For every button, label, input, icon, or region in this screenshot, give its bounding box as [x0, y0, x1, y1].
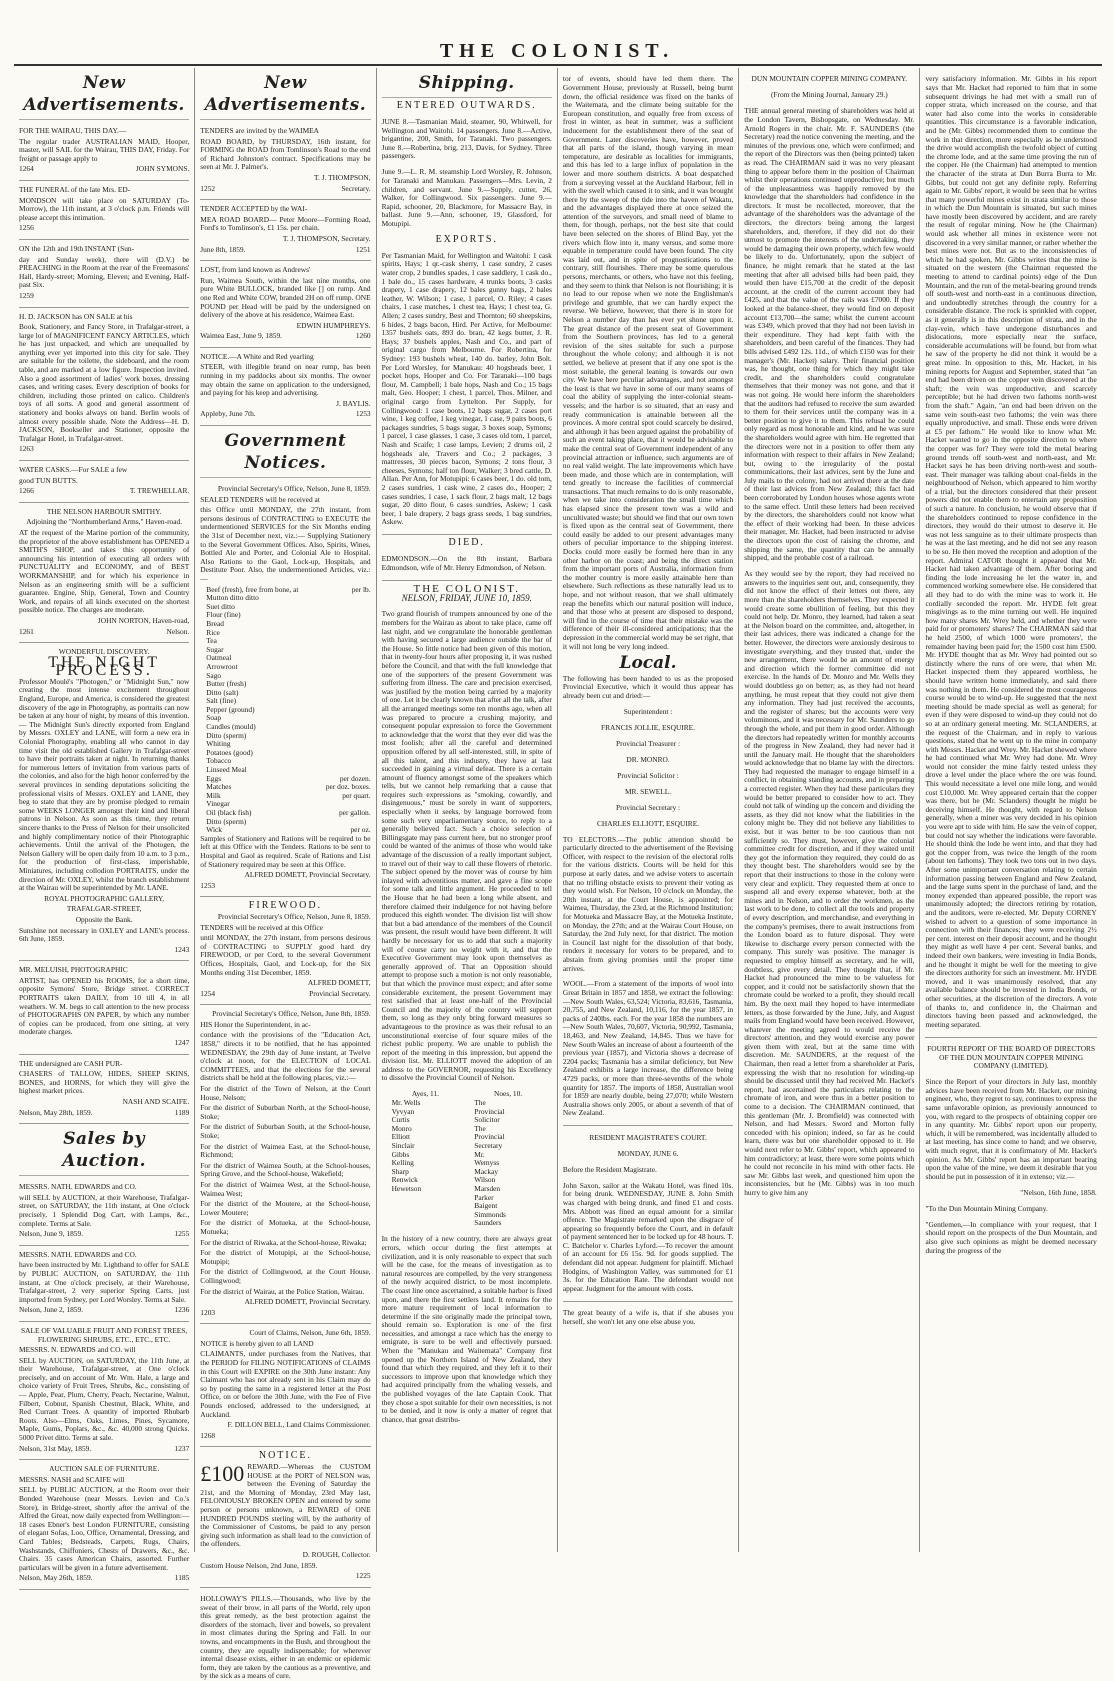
ad-footer	[200, 410, 370, 419]
noe-name: The Provincial Solicitor	[474, 1098, 505, 1125]
ad-number: 1256	[19, 223, 34, 233]
auction-item	[19, 1180, 189, 1246]
meluish-ad	[19, 963, 189, 1054]
ad-heading: MESSRS. NASH and SCAIFE will	[19, 1474, 125, 1484]
masthead: THE COLONIST.	[439, 40, 675, 62]
ad-body: MONDSON will take place on SATURDAY (To-Morrow), the 11th instant, at 3 o'clock p.m. Friends will please accept this intimation.	[19, 195, 190, 222]
ad-number: 1236	[174, 1305, 190, 1315]
noe-name: Mr. Wemyss	[474, 1149, 500, 1168]
report-date: "Nelson, 16th June, 1858.	[1020, 1187, 1097, 1197]
ration-row	[200, 818, 370, 827]
ration-unit: per lb.	[351, 584, 371, 594]
ad-footer	[19, 445, 189, 454]
notice-heading: TENDERS will be received at this Office	[200, 922, 323, 932]
ad-heading: LOST, from land known as Andrews'	[200, 265, 311, 275]
ad-body: AT the request of the Marine portion of the community, the proprietor of the above establishment has OPENED a SMITH'S SHOP, and takes this opportunity of announcing his intention of executing all orders with PUNCTUALITY and ECONOMY, and of BEST WORKMANSHIP, and for which his experience in Nelson as an engineering smith will be a sufficient guarantee. Engine, Ship, General, Town and Country Work, and repairs of all kinds executed on the shortest possible notice. The charges are moderate.	[19, 527, 190, 615]
died-title: DIED.	[448, 537, 485, 549]
court-body: John Saxon, sailor at the Wakatu Hotel, was fined 10s. for being drunk. WEDNESDAY, JUNE 8. John Smith was charged with being drunk, and fined £1 and costs. Mrs. Abbott was fined an equal amount for a similar offence. The Magistrate remarked upon the disgrace of appearing so frequently before the Court, and in default of payment sentenced her to be locked up for 48 hours. T. C. Batchelor v. Charles Lyford.—To recover the amount of an account for £6 15s. 9d. for goods supplied. The defendant did not appear. Judgment for plaintiff. Michael Hodgins, of Washington Valley, was summoned for £1 3s. for the Education Rate. The defendant would not appear. Judgment for the amount with costs.	[562, 1180, 734, 1293]
ad-footer	[19, 224, 189, 233]
ad-body: SELL by AUCTION, on SATURDAY, the 11th June, at their Warehouse, Trafalgar-street, at One o'clock precisely, and on account of Mr. Wm. Hale, a large and choice variety of Fruit Trees, Shrubs, &c., consisting of— Apple, Pear, Plum, Cherry, Peach, Nectarine, Walnut, Filbert, Cobnut, Spanish Chestnut, Black, White, and Red Currant Trees. A quantity of imported Rhubarb Roots. Also—Elms, Oaks, Limes, Pines, Sycamore, Maple, Gums, Poplars, &c., &c. 40,000 strong Quicks. 5000 Privet ditto. Terms at sale.	[19, 1355, 190, 1443]
ad-number: 1255	[174, 1229, 190, 1239]
column-6	[920, 68, 1101, 1552]
ad-body: ARTIST, has OPENED his ROOMS, for a short time, opposite Symons' Store, Bridge street. CORRECT PORTRAITS taken DAILY, from 10 till 4, in all weathers. W. M. begs to call attention to the new process of PHOTOGRAPHS ON PAPER, by which any number of copies can be produced, from one sitting, at very moderate charges.	[19, 975, 190, 1037]
ad-footnote: Sunshine not necessary in OXLEY and LANE's process. 6th June, 1859.	[19, 925, 190, 944]
column-5	[739, 68, 920, 1552]
ration-row	[200, 611, 370, 620]
masthead-rule	[14, 64, 1102, 66]
ad-signature: JOHN NORTON, Haven-road,	[97, 615, 190, 625]
aye-name: Kelling	[391, 1158, 414, 1168]
ad-body: MEA ROAD BOARD— Peter Moore—Forming Road, Ford's to Tomlinson's, £1 15s. per chain.	[200, 214, 371, 233]
ad-number: 1252	[200, 183, 216, 193]
aye-name: Vyvyan	[391, 1106, 415, 1116]
ad-heading: MR. MELUISH, PHOTOGRAPHIC	[19, 965, 128, 975]
ad-body: have been instructed by Mr. Lightband to offer for SALE by PUBLIC AUCTION, on SATURDAY, the 11th instant, at One o'clock precisely, at their Warehouse, Trafalgar-street, 2 very superior Spring Carts, just imported from Sydney, per Lord Worsley. Terms at Sale.	[19, 1260, 190, 1304]
notice-signature: ALFRED DOMETT,	[307, 978, 371, 988]
officer-role: Provincial Solicitor :	[617, 770, 679, 780]
ayes-list	[392, 1090, 460, 1228]
ration-item: Linseed Meal	[206, 765, 247, 775]
ad-signature: T. J. THOMPSON,	[313, 172, 371, 182]
ad-title: THE NIGHT PROCESS.	[48, 653, 161, 680]
ad-heading: MESSRS. NATH. EDWARDS and CO.	[19, 1182, 137, 1192]
ration-item: Milk	[206, 790, 221, 800]
ad-subtitle: Adjoining the "Northumberland Arms," Haven-road.	[26, 517, 183, 527]
ad-body: CHASERS of TALLOW, HIDES, SHEEP SKINS, BONES, and HORNS, for which they will give the highest market prices.	[19, 1069, 190, 1096]
ayes-label: Ayes, 11.	[411, 1089, 439, 1099]
ad-footer	[200, 332, 370, 341]
ration-item: Pepper (ground)	[206, 704, 255, 714]
notice-number: 1253	[200, 880, 216, 890]
officer-role: Superintendent :	[623, 706, 673, 716]
ad-body: will SELL by AUCTION, at their Warehouse, Trafalgar-street, on SATURDAY, the 11th instant, at One o'clock precisely, 1 Splendid Dog Cart, with Lamps, &c., complete. Terms at Sale.	[19, 1192, 190, 1228]
officer-name: DR. MONRO.	[626, 754, 670, 764]
wool-paragraph: WOOL.—From a statement of the imports of wool into Great Britain in 1857 and 1858, we extract the following:—New South Wales, 63,524; Victoria, 83,616, Tasmania, 20,755, and New Zealand, 10,116, for the year 1857, in packs of 240lbs. each. For the year 1858 the numbers are—New South Wales, 70,607, Victoria, 90,992, Tasmania, 18,463, and New Zealand, 14,845. Thus we have for New South Wales an increase of about a fourteenth of the previous year (1857), and Victoria shows a decrease of 2204 packs; Tasmania has a similar deficiency, but New Zealand exhibits a large increase, the difference being 4729 packs, or more than three-sevenths of the whole quantity for 1857. The imports of 1858, Australian wool for 1859 are nearly double, being 27,070; while Western Australia shows only 2005, or about a seventh of that of New Zealand.	[562, 979, 734, 1118]
notice-office: Provincial Secretary's Office, Nelson, June 8th, 1859.	[212, 1009, 371, 1019]
ad-number: 1237	[174, 1443, 190, 1453]
ration-item: Ditto (sperm)	[206, 730, 247, 740]
noes-label: Noes, 10.	[494, 1089, 523, 1099]
article-body-continued: As they would see by the report, they had received no answers to the inquiries sent out, and, consequently, they did not know the effect of their letters out there, any more than the shareholders themselves. They expected it would create some ebullition of feeling, but this they could not help. Dr. Monro, they learned, had taken a seat at the Nelson board on the committee, and, altogether, in their last advices, there was indicated a change for the better. However, the directors were anxiously desirous to investigate everything, and they trusted that, under the new arrangement, there would be an amount of energy and direction which the former committee did not exercise. In the hands of Dr. Monro and Mr. Wells they would doubtless go on better; as, as they had not heard anything, he must repeat that they could not give them any information. They had just received the accounts, and the register of shares; but the accounts were very voluminous, and it was necessary for Mr. Saunders to go through the whole, and put them in good order. Although the directors had repeatedly written for monthly accounts of the progress in New Zealand, they had never had it until the January mail. He thought that the shareholders would acknowledge that no blame lay with the directors. They had requested the manager to engage himself in a conflict, in obtaining standing accounts, and in preparing a corrected register. When they had these particulars they would be better prepared to consider how to act. They could not talk of winding up the concern and dividing the assets, as they did not know what the liabilities in the colony might be. They did not believe any liabilities to exist, but it was better to be too cautious than not sufficiently so. They must, however, give the colonial committee credit for discretion, and if they waited until they got the information they required, they could do as they thought best. The shareholders would see by the report that their instructions to those in the colony were very clear and explicit. They requested them at once to suspend all and every expense whatever, both at the mines and in Nelson, and to order the workmen, as the last work to be done, to collect all the tools and property of every description, and merchandise, and everything in the company's premises, there to await instructions from the London board as to future disposal. They were likewise to discharge every person connected with the company. This surely was positive. The manager is requested to employ himself as secretary, and he will, doubtless, give every detail. They thought that, if Mr. Hacket had pronounced the mine to be valueless for copper, and it could not be satisfactorily shown that the chromate could be worked to a profit, they should recall him. By the next mail they hoped to have intermediate letters, as those forwarded by the June, July, and August mails from England would have been received. However, whatever the meeting agreed to would receive the directors' attention, and they would exercise any power given them with zeal, but at the same time with discretion. Mr. SAUNDERS, at the request of the Chairman, then read a letter from a shareholder at Paris, expressing the wish that no resolution for winding-up should be discussed until they had received Mr. Hacket's report, had ascertained the particulars relating to the chromate of iron, and were thus in a better position to come to a decision. The CHAIRMAN continued, that this gentleman (Mr. J. Bromfield) was connected with Nelson, and had Messrs. Sword and Morton fully conceded with his opinion; indeed, so far as he could learn, there was but one shareholder opposed to it. He would next refer to Mr. Gibbs' report, which appeared to him contradictory; at least, there were some points which he could not reconcile in his mind with other facts. He saw Mr. Gibbs last week, and questioned him upon the inconsistencies, but he (Mr. Gibbs) was in too much hurry to give him any	[744, 569, 915, 1197]
ration-unit: per quart.	[342, 790, 371, 800]
aye-name: Mr. Wells	[391, 1098, 421, 1108]
ad-number: 1264	[19, 164, 34, 174]
cash-purchasers-ad	[19, 1057, 189, 1125]
ad-date: Nelson, June 9, 1859.	[19, 1229, 84, 1239]
polling-place: For the district of Waimea South, at the School-houses, Spring Grove, and the School-house, Wakefield;	[200, 1160, 371, 1179]
ad-number: 1243	[174, 944, 190, 954]
ration-unit: per oz.	[350, 825, 371, 835]
ad-signature: JOHN SYMONS.	[135, 164, 190, 174]
aye-name: Hewetson	[391, 1183, 422, 1193]
ration-item: Candles (mould)	[206, 722, 256, 732]
furniture-ad	[19, 1462, 189, 1590]
ration-item: Wick	[206, 825, 223, 835]
ration-item: Matches	[206, 782, 232, 792]
article-source: (From the Mining Journal, January 29.)	[770, 90, 888, 100]
divider	[563, 1301, 733, 1302]
ad-footer	[19, 165, 189, 174]
ad-item	[19, 310, 189, 462]
notice-title: FIREWOOD.	[248, 900, 323, 912]
lost-cattle-ad	[200, 263, 370, 348]
polling-place: For the district of Suburban South, at the School-house, Stoke;	[200, 1122, 371, 1140]
noes-names	[474, 1099, 504, 1228]
ad-body: STEER, with illegible brand on near rump, has been running in my paddocks about six months. The owner may obtain the same on application to the undersigned, and paying for his keep and advertising.	[200, 362, 371, 398]
ration-row	[200, 629, 370, 638]
ayes-names	[392, 1099, 422, 1194]
ration-unit: per gallon.	[338, 808, 371, 817]
reward-amount: £100	[200, 1461, 245, 1486]
aye-name: Curtis	[391, 1115, 410, 1125]
ad-item	[19, 242, 189, 308]
ad-body: Professor Moulé's "Photogen," or "Midnight Sun," now creating the most intense excitement throughout England, Europe, and America, is considered the greatest discovery of the age in Photography, as portraits can now be taken at any hour of night, by means of this invention. — The Midnight Sun's directly exported from England by Messrs. OXLEY and LANE, will form a new era in Colonial Photography, enabling all who cannot in day time visit the old established Gallery in Trafalgar-street to have their portraits taken at night. In returning thanks for numerous letters of invitation from various parts of the colonies, and also for the high honor conferred by the several provinces in sending deputations soliciting the professional visits of Messrs. OXLEY and LANE, they beg to state that they are by promise pledged to remain some WEEKS LONGER amongst their kind and liberal patrons in Nelson. As soon as this time, they return sincere thanks to the Press of Nelson for their unsolicited and highly complimentary notice of their Photographic achievements. Until the arrival of the Photogen, the Nelson Gallery will be open daily from 10 a.m. to 3 p.m., for the production of first-class, imperishable, Miniatures, including collodion PORTRAITS, under the direction of Mr. OXLEY, whilst the branch establishment at the Wairau will be superintended by Mr. LANE.	[19, 676, 190, 893]
ad-date: Waimea East, June 9, 1859.	[200, 331, 283, 341]
ad-heading: H. D. JACKSON has ON SALE at his	[19, 311, 133, 321]
ad-heading: FOR THE WAIRAU, THIS DAY.—	[19, 126, 127, 135]
tender-accepted-ad	[200, 202, 370, 261]
notice-body: until MONDAY, the 27th instant, from persons desirous of CONTRACTING to SUPPLY good hard dry FIREWOOD, or per Cord, to the several Government Offices, Hospitals, Gaol, and Lock-up, for the Six Months ending 31st December, 1859.	[200, 933, 371, 977]
ad-number: 1251	[355, 244, 371, 254]
ration-row	[200, 637, 370, 646]
fruit-trees-ad	[19, 1324, 189, 1460]
ad-body: day and Sunday week), there will (D.V.) be PREACHING in the Room at the rear of the Freemasons' Hall, Hardy-street; Morning, Eleven; and Evening, Half-past Six.	[19, 254, 190, 290]
aye-name: Sharp	[391, 1166, 409, 1176]
shipping-section-title: Shipping.	[382, 72, 552, 98]
gallery-street: TRAFALGAR-STREET,	[66, 904, 142, 914]
ad-date: Nelson, May 26th, 1859.	[19, 1573, 93, 1583]
noe-name: The Provincial Secretary	[474, 1123, 505, 1151]
ad-heading: MESSRS. N. EDWARDS and CO. will	[19, 1345, 136, 1355]
polling-place: For the district of the Moutere, at the School-house, Lower Moutere;	[200, 1199, 371, 1217]
sealed-tenders-notice	[200, 482, 370, 897]
night-process-ad	[19, 645, 189, 961]
ad-heading: TENDER ACCEPTED by the WAI-	[200, 204, 308, 214]
ration-item: Eggs	[206, 773, 222, 783]
holloway-ad: HOLLOWAY'S PILLS.—Thousands, who live by the sweat of their brow, in all parts of the World, rely upon this great remedy, as the best protection against the disorders of the stomach, liver and bowels, so prevalent in most climates during the Spring and Fall. In our towns, and encampments in the Bush, and throughout the country, they are equally indispensable; for wherever internal disease exists, either in an endemic or epidemic form, they are taken by the cautious as a preventive, and by the sick as a means of cure.	[200, 1594, 371, 1681]
executive-list	[563, 708, 733, 828]
editorial-body-2: In the history of a new country, there are always great errors, which occur during the first attempts at civilization, and it is only reasonable to expect that such will be the case, for the means of investigation as to natural resources are compelled, by the very strangeness of the newly acquired district, to be most incomplete. The coast line once ascertained, a suitable harbor is fixed upon, and there the first settlers land. It remains for the more mature requirement of local information to determine if the site originally made the principal town, should remain so. Exploration is one of the first necessities, and amongst a race which has the energy to emigrate, is sure to be well and effectively pursued. When the "Manukau and Waitemata" Company first opened up the Northern Island of New Zealand, they found that which they required, and they left it to their successors to improve upon that knowledge which they had acquired principally from the whaling vessels, and the published voyages of the late Captain Cook. That they chose a spot suitable for their own necessities, is not to be denied, and it now is only a matter of regret that chance, that great distribu-	[381, 1234, 552, 1424]
ad-signature: T. J. THOMPSON, Secretary.	[282, 233, 371, 243]
polling-place: For the district of Motueka, at the School-house, Motueka;	[200, 1218, 371, 1236]
ad-place: Nelson.	[166, 626, 190, 636]
ration-unit: per dozen.	[339, 773, 371, 783]
polling-places-list	[200, 1085, 370, 1296]
ad-heading: WATER CASKS.—For SALE a few	[19, 465, 128, 474]
editorial-dateline: NELSON, FRIDAY, JUNE 10, 1859.	[401, 593, 532, 604]
ration-item: Beef (fresh), free from bone, at	[206, 584, 299, 594]
notice-signature: ALFRED DOMETT, Provincial Secretary.	[244, 1297, 371, 1307]
ration-item: Butter (fresh)	[206, 679, 247, 689]
officer-role: Provincial Treasurer :	[616, 738, 681, 748]
notice-office: Provincial Secretary's Office, Nelson, June 8, 1859.	[217, 911, 371, 921]
notice-office: Court of Claims, Nelson, June 6th, 1859.	[249, 1328, 371, 1338]
column-4	[558, 68, 739, 1552]
ad-body: Run, Waimea South, within the last nine months, one pure White BULLOCK, branded like [] on rump. And one Red and White COW, branded 2H on off rump. ONE POUND per Head will be paid by the undersigned on delivery of the above at his residence, Waimea East.	[200, 275, 371, 320]
ad-heading: MESSRS. NATH. EDWARDS and CO.	[19, 1249, 137, 1259]
ad-kicker: WONDERFUL DISCOVERY.	[58, 647, 150, 657]
divider	[925, 1037, 1096, 1038]
polling-place: For the district of Riwaka, at the School-house, Riwaka;	[200, 1237, 367, 1247]
ration-item: Ditto (salt)	[206, 687, 239, 697]
ad-number: 1253	[355, 409, 371, 419]
column-2	[195, 68, 376, 1681]
officer-name: CHARLES ELLIOTT, ESQUIRE.	[596, 818, 700, 828]
ration-item: Tea	[206, 636, 217, 646]
ad-footer	[19, 1445, 189, 1454]
firewood-notice	[200, 899, 370, 1005]
ration-item: Sugar	[206, 644, 224, 654]
article-title: DUN MOUNTAIN COPPER MINING COMPANY.	[751, 74, 908, 84]
noe-name: Simmonds	[474, 1209, 506, 1219]
ad-number: 1266	[19, 486, 34, 496]
ad-signature: EDWIN HUMPHREYS.	[296, 320, 371, 330]
ration-item: Rice	[206, 627, 220, 637]
ration-item: Ditto (sperm)	[206, 816, 247, 826]
court-before: Before the Resident Magistrate.	[562, 1164, 657, 1174]
ration-item: Soap	[206, 713, 222, 723]
ration-item: Oil (black fish)	[206, 808, 252, 817]
notice-footer	[200, 990, 370, 999]
noe-name: Marsden	[474, 1183, 501, 1193]
aye-name: Renwick	[391, 1175, 418, 1185]
noe-name: Parker	[474, 1192, 494, 1202]
notice-body: REWARD.—Whereas the CUSTOM HOUSE at the PORT of NELSON was, between the Evening of Saturday the 21st, and the Morning of Monday, 23rd May last, FELONIOUSLY BROKEN OPEN and entered by some person or persons unknown, a REWARD of ONE HUNDRED POUNDS sterling will, by the authority of the Commissioner of Customs, be paid to any person giving such information as shall lead to the conviction of the offenders.	[200, 1462, 371, 1549]
ad-item	[19, 183, 189, 240]
notice-body: cordance with the provisions of the "Education Act, 1858," directs it to be notified, that he has appointed WEDNESDAY, the 29th day of June instant, at Twelve o'clock at noon, for the ELECTION of LOCAL COMMITTEES, and that the elections for the several districts shall be held at the following places, viz.:—	[200, 1030, 371, 1083]
ad-footer	[19, 292, 189, 301]
ad-body: good TUN BUTTS.	[19, 475, 78, 485]
ad-body: ROAD BOARD, by THURSDAY, 16th instant, for FORMING the ROAD from Tomlinson's Road to the end of Richard Johnston's contract. Specifications may be seen at Mr. J. Palmer's.	[200, 136, 371, 172]
polling-place: For the district of Collingwood, at the Court House, Collingwood;	[200, 1267, 371, 1285]
education-election-notice	[200, 1007, 370, 1324]
ration-item: Salt (fine)	[206, 696, 237, 706]
notice-body-wrap	[200, 1463, 370, 1549]
notice-number: 1268	[200, 1430, 216, 1440]
noes-list	[474, 1090, 542, 1228]
court-title: RESIDENT MAGISTRATE'S COURT.	[589, 1132, 707, 1142]
notice-number: 1254	[200, 988, 216, 998]
ad-signature: T. TREWHELLAR.	[129, 486, 190, 496]
ads-list	[19, 124, 189, 503]
noe-name: Mackay	[474, 1166, 499, 1176]
local-section-title: Local.	[619, 652, 677, 673]
ad-date: Appleby, June 7th.	[200, 409, 256, 419]
ad-body: Book, Stationery, and Fancy Store, in Trafalgar-street, a large lot of MAGNIFICENT FANCY ARTICLES, which he has just unpacked, and which are unequalled by anything ever yet imported into this city for sale. They are suitable for the toilette, the sideboard, and the room table, and are marked at a low figure. Inspection invited. Also a good assortment of ladies' work boxes, dressing cases, and writing cases. Every description of books for children, including those printed on calico. Children's toys of all sorts. A good and general assortment of stationery and books always on hand. Berlin wools of almost every possible shade. Note the Address—H. D. JACKSON, Bookseller and Stationer, opposite the Trafalgar Hotel, in Trafalgar-street.	[19, 322, 190, 443]
ration-item: Suet ditto	[206, 601, 235, 611]
column-3	[377, 68, 558, 1552]
ad-body: SELL by PUBLIC AUCTION, at the Room over their Bonded Warehouse (near Messrs. Levien and Co.'s Store), in Bridge-street, shortly after the arrival of the Alfred the Great, now daily expected from Wellington:— 18 cases Ebner's best London FURNITURE, consisting of elegant Sofas, Loo, Office, Ornamental, Dressing, and Card Tables; Bedsteads, Carpets, Rugs, Chairs, Washstands, Chiffoniers, Chests of Drawers, &c., &c. Chairs. 35 cases American Chairs, assorted. Further particulars will be given in a future advertisement.	[19, 1485, 190, 1572]
notice-title: NOTICE.	[258, 1450, 313, 1462]
report-body: Since the Report of your directors in July last, monthly advices have been received from Mr. Hacket, our mining engineer, who, they regret to say, continues to express the same unfavorable opinion, as previously announced to you, with regard to the prospects of obtaining copper ore in any quantity. Mr. Gibbs' report upon our property, which, it will be remembered, was incidentally alluded to at last meeting, has since come to hand; and we observe, with much regret, that it is confirmatory of Mr. Hacket's opinion. As Mr. Gibbs' report has an important bearing upon the value of the mine, we deem it desirable that you should be put in possession of it in extenso; viz.—	[925, 1077, 1097, 1181]
ration-row	[200, 706, 370, 715]
ad-date: June 8th, 1859.	[200, 244, 246, 254]
auction-section-title: Sales by Auction.	[19, 1128, 189, 1176]
polling-place: For the district of Suburban North, at the School-house, Stoke;	[200, 1103, 371, 1121]
gallery-name: ROYAL PHOTOGRAPHIC GALLERY,	[44, 893, 165, 903]
notice-heading: SEALED TENDERS will be received at	[200, 494, 320, 504]
reward-notice	[200, 1449, 370, 1587]
officer-role: Provincial Secretary :	[616, 802, 681, 812]
notice-number: 1225	[355, 1571, 371, 1581]
ad-footer	[19, 1109, 189, 1118]
ad-date: Nelson, June 2, 1859.	[19, 1305, 84, 1315]
ration-item: Tobacco	[206, 756, 232, 766]
polling-place: For the district of the Town of Nelson, at the Court House, Nelson;	[200, 1084, 371, 1102]
ad-body: The regular trader AUSTRALIAN MAID, Hooper, master, will SAIL for the Wairau, THIS DAY, Friday. For freight or passage apply to	[19, 136, 190, 163]
ration-item: Sago	[206, 670, 222, 680]
court-date: MONDAY, JUNE 6.	[617, 1148, 679, 1158]
ad-date: Nelson, 31st May, 1859.	[19, 1443, 92, 1453]
ad-heading: ON the 12th and 19th INSTANT (Sun-	[19, 243, 135, 253]
aye-name: Sinclair	[391, 1141, 415, 1151]
ration-item: Flour (fine)	[206, 610, 241, 620]
notice-signature: F. DILLON BELL, Land Claims Commissioner.	[227, 1420, 371, 1430]
ad-heading: THE undersigned are CASH PUR-	[19, 1058, 123, 1068]
ad-signature: NASH AND SCAIFE.	[122, 1097, 190, 1106]
notice-signature: ALFRED DOMETT, Provincial Secretary.	[244, 870, 371, 880]
land-claims-notice	[200, 1326, 370, 1447]
electors-paragraph: TO ELECTORS.—The public attention should be particularly directed to the advertisement of the Revising Officer, with respect to the revision of the electoral rolls for the various districts. Courts will be held for this purpose at early dates, and we advise voters to ascertain that no trifling obstacle exists to prevent their voting as they would wish. For Nelson, 10 o'clock on Monday, the 20th instant, at the Court House, is appointed; for Waimea, Thursday, the 23rd, at the Richmond Institution; for Motueka and Massacre Bay, at the Motueka Institute, on Monday, the 27th; and at the Wairau Court House, on Saturday, the 2nd July next, for that district. The motion in Council last night for the dissolution of that body, renders it necessary for voters to be prepared, and to abstain from giving promises until the proper time arrives.	[562, 834, 734, 973]
editorial-body: Two grand flourish of trumpets announced by one of the members for the Wairau as about to take place, came off last night, and we congratulate the honorable gentleman with having secured a large audience outside the bar of the House. So little notice had been given of this motion, that in twenty-four hours after proposing it, it was rushed before the Council, and that with the full knowledge that one of the supporters of the present Government was suffering from illness. The care and precision exercised, was justified by the motion being carried by a majority of one. Let it be clearly known that after all the talk, after all the arranged meetings some ten months ago, when all was prepared to procure a crushing majority, and consequent popular expression to force the Government to acknowledge that the worst that they ever did was the most foolish; after all the careful and determined opposition offered by all self-interested, still, in spite of all this talent, and this industry, they have at last succeeded in gaining a virtual defeat. There is a certain amount of fluency amongst some of the speakers which tells, but we cannot help remarking that a cause that requires such expressions as "smoking, cowardly, and disingenuous," must be sorely in want of supporters, especially when it seeks, by language borrowed from some such very unparliamentary source, to reply to a generally believed fact. Such a choice selection of Billingsgate may pass current here, but no stronger proof could be wanted of the animus of those who would take advantage of the discussion of a really important subject, to travel out of their way to call these flowers of rhetoric. The subject opened by the mover was of course by him inlayed with adventitious matter, and gave a fine scope for some talk and little argument. He proceeded to tell the House that he had been a long while absent, and therefore claimed their indulgence for not having before produced this eighth wonder. The division list will show that but a bad attendance of the members of the Council was present, the result would have been different. It will hardly be necessary for us to add that such a majority will of course carry no weight with it, and that the Executive Government may look upon themselves as generally approved of. That an Opposition should attempt to propose such a motion is not only reasonable, but that which the province must expect; and after some considerable excitement, the present Government may rest satisfied that at least one-half of the Provincial Council and the majority of the country will support them, so long as they only bring forward measures so advantageous to the province as was their refusal to an unconstitutional exercise of four square miles of the richest public property. We are unable to publish the report of the meeting in this impression, but append the division list. Mr. ELLIOTT moved the adoption of an address to the GOVERNOR, requesting his Excellency to dissolve the Provincial Council of Nelson.	[381, 609, 552, 1083]
aye-name: Monro	[391, 1123, 412, 1133]
notice-number: 1203	[200, 1307, 216, 1317]
ad-item	[19, 463, 189, 503]
officer-name: MR. SEWELL.	[624, 786, 672, 796]
section-title: New Advertisements.	[19, 72, 189, 120]
ration-item: Mutton ditto ditto	[206, 593, 259, 603]
aye-name: Gibbs	[391, 1149, 410, 1159]
notice-place: Custom House Nelson, 2nd June, 1859.	[200, 1560, 318, 1570]
ad-footer	[200, 185, 370, 194]
notice-role: Provincial Secretary.	[309, 988, 371, 998]
government-section-title: Government Notices.	[200, 430, 370, 478]
notice-footer-text: Samples of Stationery and Rations will be required to be left at this Office with the Tenders. Rations to be sent to Hospital and Gaol as required. Scale of Rations and List of Stationery required may be seen at this Office.	[200, 833, 371, 869]
notice-office: Provincial Secretary's Office, Nelson, June 8, 1859.	[217, 484, 371, 494]
ad-item	[19, 124, 189, 181]
ration-row	[200, 620, 370, 629]
ad-number: 1185	[174, 1573, 190, 1583]
editorial-continued: tor of events, should have led them there. The Government House, previously at Russell, being burnt down, the official residence was fixed on the banks of the Waitemata, and the climate being suitable for the European constitution, and equally free from excess of frost in winter, as heat in summer, was a sufficient inducement for the establishment there of the seat of Government. Later discoveries have, however, proved that all parts of the island, though varying in mean temperature, are desirable as localities for immigrants, and this has led to a large influx of population in the lower and more southern districts. A boat despatched from a surveying vessel at the Auckland Harbour, fell in with the swell which caused it to sink, and it was brought there by the sweep of the tide into the haven of Wakatu, and the advantages displayed there at once seized the attention of the surveyors, and small need of blame to them, for though, perhaps, not the best site that could have been selected on the shores of Blind Bay, yet the rivers which flow into it, many versus, and some more equable in temperature could have been found. The city was laid out, and in spite of prognostications to the contrary, still flourishes. There may be some querulous persons, merchants, or others, who have not this feeling, and they seem to think that Nelson is not flourishing; it is no lead to our repose when we note the Englishman's privilege and grumble, that we can hardly expect the reverse. We believe, however, that there is in store for Nelson a number day than has ever yet shone upon it. The great distance of the present seat of Government from the Southern provinces, has led to a general revision of the sites suitable for such a purpose throughout the whole colony; and although it is not settled, we believe at present that if any one spot is the most suitable, the general leaning is towards our own city. We have here peculiar advantages, and not amongst the least is that we have in some of our many seams of coal the ability of supplying the inter-colonial steam-vessels; and the harbor is so situated, that an easy and ready communication is attainable between all the provinces. A more central spot could scarcely be desired, and although it has been argued against the probability of such an event taking place, that it would be advisable to make the central seat of Government independent of any provincial attraction or influence, such arguments are of no real valid weight. The late improvements which have been made, and those which are in contemplation, will tend greatly to increase the facilities of commercial transactions. That much remains to do is only reasonable, when we take into consideration the small time which has elapsed since the present town was a wild and uncultivated waste; but should we find that our own town is fixed upon as the central seat of Government, there could easily be added to our present advantages many others of peculiar importance to the shipping interest. Docks could more easily be formed here than in any other harbor on the coast; and being the direct station from the important ports of Australia, information from the mother country is more easily attainable here than elsewhere. Such reflections as these naturally lead us to hope, and not without reason, that we shall ultimately reap the benefits which our natural position will induce, and that those who at present are disposed to despond, will find in the course of time that their mistake was the difference of their ill-considered anticipations; that the depression in the commercial world may be set right, that it will not long be very long indeed.	[562, 74, 734, 651]
notice-signature: D. ROUGH, Collector.	[302, 1549, 371, 1559]
local-intro: The following has been handed to us as the proposed Provincial Executive, which it would thus appear has already been cut and dried:—	[562, 673, 734, 700]
report-addressee: "To the Dun Mountain Mining Company.	[925, 1203, 1048, 1213]
section-title: New Advertisements.	[200, 72, 370, 120]
waimea-tenders-ad	[200, 124, 370, 200]
article-body: THE annual general meeting of shareholders was held at the London Tavern, Bishopsgate, on Wednesday. Mr. Arnold Rogers in the chair. Mr. F. SAUNDERS (the Secretary) read the notice convening the meeting, and the minutes of the previous one, which were confirmed; and the report of the Directors was then (being printed) taken as read. The CHAIRMAN said it was no very pleasant thing to appear before them in the position of Chairman whilst their operations continued unproductive; but much of the unpleasantness was happily removed by the knowledge that the shareholders had confidence in the directors. It must be recollected, moreover, that the advantage of the shareholders was the advantage of the directors, the directors being among the largest shareholders, and, therefore, if they did not do their utmost to promote the interests of the undertaking, they would be damaging their own property, which few would be likely to do. Unfortunately, upon the subject of finance, he might remark that he stated at the last meeting that after all advised bills had been paid, they would then have £15,700 at the credit of the deposit account, at the credit of the current account they had £425, and that the value of the rails was £7000. If they looked at the balance-sheet, they would find on deposit account £13,700—the same; whilst the current account was £349, which proved that they had not been lavish in their expenditure. They had kept faith with the shareholders, and been careful of the finances. They had bills advised £492 12s. 11d., of which £150 was for their manager's (Mr. Hacket) salary. Their financial position was, he thought, one thing for which they might take credit, and the shareholders could congratulate themselves that their money was not gone, and that it was not going. He would here inform the shareholders that the auditors had refused to receive the sum awarded to them for their services until the company was in a better position to give it to them. This refusal he could only regard as most honorable and kind, and he was sure the shareholders would agree with him. He regretted that the directors were not in a position to offer them any information with respect to their affairs in New Zealand; but, owing to the irregularity of the postal communications, their last advices, sent by the June and July mails to the colony, had not arrived there at the date of their last advices from New Zealand; this fact had been corroborated by London houses whose agents wrote to the same effect. Until these letters had been received by the directors, the shareholders could not know what the effect of their working had been. In these advices their manager, Mr. Hacket, had been instructed to advise the directors upon the cost of raising the chrome, and shipping the same, the quantity that can be annually shipped, and the probable cost of a railroad.	[744, 106, 915, 563]
ration-row	[200, 663, 370, 672]
entered-body: JUNE 8.—Tasmanian Maid, steamer, 90, Whitwell, for Wellington and Waitohi. 14 passengers. June 8.—Active, brigantine, 200, Smith, for Taranaki. Two passengers. June 8.—Robertina, brig, 213, Davis, for Sydney. Three passengers.	[381, 116, 552, 161]
cleared-body: June 9.—L. R. M. steamship Lord Worsley, R. Johnson, for Taranaki and Manukau. Passengers—Mrs. Levin, 2 children, and servant. June 9.—Supply, cutter, 26, Walker, for Collingwood. Six passengers. June 9.—Rapid, schooner, 20, Blackmore, for Massacre Bay, in ballast. June 9.—Ann, schooner, 19, Glassford, for Motupipi.	[381, 167, 552, 228]
ad-number: 1247	[174, 1038, 190, 1048]
column-1	[14, 68, 195, 1583]
officer-name: FRANCIS JOLLIE, ESQUIRE.	[601, 722, 696, 732]
ration-item: Potatoes (good)	[206, 747, 253, 757]
ad-heading: TENDERS are invited by the WAIMEA	[200, 126, 320, 135]
ration-unit: per doz. boxes.	[325, 782, 371, 792]
noe-name: Baigent	[474, 1201, 498, 1211]
divider	[563, 1125, 733, 1126]
ad-title: AUCTION SALE OF FURNITURE.	[49, 1464, 160, 1474]
died-body: EDMONDSON.—On the 8th instant, Barbara Edmondson, wife of Mr. Henry Edmondson, of Nelson.	[381, 554, 552, 572]
article-continued: very satisfactory information. Mr. Gibbs in his report says that Mr. Hacket had reported to him that in some subsequent drivings he had met with a small run of copper strata, which increased on the course, and that water had also come into the works in considerable quantities. This circumstance is a favorable indication, and he (Mr. Gibbs) recommended them to continue the work in that direction, more especially as he understood the drive would accomplish the twofold object of cutting the chrome lode, and at the same time proving the run of the copper. He (the Chairman) had attempted to mention the character of the strata at Dun Burra Burra to Mr. Gibbs, but could not get any definite reply. Referring again to Mr. Gibbs' report, it would be seen that he writes that many powerful mines exist in strata similar to those in which the Dun Mountain is situated, but such mines have mostly been discovered by accident, and are rarely the result of regular mining. Now he (the Chairman) would ask whether all mines in existence were not discovered in a very similar manner, or rather whether the best mines were not. But as to the inconsistencies of which he had spoken, Mr. Gibbs writes that the mine is situated on the western (the Chairman requested the meeting to attend to cardinal points) edge of the Dun Mountain, and the run of the metal-bearing ground trends off south-west and north-east in a continuous direction, and undoubtedly stretches through the country for a considerable distance. The rock is sprinkled with copper, as it generally is in this description of strata, and in the clay-vein, which have undergone disturbances and dislocations, more especially near the surface, considerable accumulations will be found, but from what he saw of the property he did not think it would be a great mine. In opposition to this, Mr. Hacket, in his mining reports for August and September, stated that "an end had been driven on the copper vein discovered at the shaft; the vein was unproductive, and scarcely perceptible; but he had driven two fathoms north-west from the shaft." Again, "an end had been driven on the same vein south-east two fathoms; the vein was there equally unproductive, and small. These ends were driven at £5 per fathom." He would like to know what Mr. Hacket wanted to go in the opposite direction to where the copper was for? They were told the metal bearing ground trends off south-west and north-east, and Mr. Hacket says he has been driving north-west and south-east. Their manager was talking about coal-fields in the neighbourhood of Nelson, which appeared to him worthy of a trial, but the directors considered that their present powers did not enable them to entertain any proposition of such a nature. In conclusion, he would observe that if the shareholders continued to repose confidence in the directors, they would do their utmost to deserve it. He was not less sanguine as to their ultimate prospects than he was at the last meeting, and he did not see any reason to be so. He then moved the reception and adoption of the report. Admiral CATOR thought it appeared that Mr. Hacket had taken advantage of them. After boring and finding the lode increasing he let the water in, and commenced working somewhere else. He considered that all they had to do with the mine was to work it. He cordially seconded the report. Mr. HYDE felt great misgivings as to the mine turning out well. He inquired how many shares Mr. Wrey held, and whether they were paid for or promoters' shares? The CHAIRMAN said that he held 2500, of which 1000 were promoters', the remainder having been paid for; the 1500 cost him £500. Mr. HYDE thought that as Mr. Wrey had pointed out so distinctly where the runs of ore were, that when Mr. Hacket inspected them they appeared worthless, he should have written home immediately, and said there was nothing in them. He considered the most courageous course would be to wind-up. He suggested that the next meeting should be made special as well as general; for even if they were disposed to wind-up they could not do so at an ordinary general meeting. Mr. SCLANDERS, at the request of the Chairman, and in reply to various questions, stated that he went up to the mine in company with Messrs. Hacket and Wrey. Mr. Hacket shewed where he had continued what Mr. Wrey had done. Mr. Wrey would not consider the mine fairly tested unless they drove a level under the place where the ore was found. This would necessitate a level one mile long, and would cost £10,000. Mr. Wrey appeared certain that the copper was there, but he (Mr. Sclanders) thought he might be deceiving himself. He thought, with regard to Nelson generally, when a miner was very decided in his opinion you were apt to side with him. He saw the vein of copper, but could not say whether the indications were favorable. He should think the lode he went into, and that they had got the copper from, was twice the length of the room (about ten fathoms). They took two tons out in two days. After some unimportant conversation relating to certain information passing between England and New Zealand, and the large sums spent in the purchase of land, and the money expended than appeared possible, the report was unanimously adopted; the directors retiring by rotation, and the auditors, were re-elected. Mr. Deputy CORNEY wished to advert to a question of some importance in connection with their finances; they were receiving 2½ per cent. interest on their deposit account, and he thought they might as well have 4 per cent. Several banks, and indeed their own bankers, were investing in India Bonds, and he thought it might be well for the meeting to give the directors authority for such an investment. Mr. HYDE moved, and it was unanimously resolved, that any available balance should be invested in India Bonds, or other securities, at the discretion of the directors. A vote of thanks to, and confidence in, the Chairman and directors having been passed and acknowledged, the meeting separated.	[925, 74, 1097, 1029]
polling-place: For the district of Wairau, at the Police Station, Wairau.	[200, 1286, 365, 1296]
ad-number: 1261	[19, 626, 34, 636]
ad-footer	[19, 1230, 189, 1239]
notice-heading: HIS Honor the Superintendent, in ac-	[200, 1019, 311, 1029]
report-title: FOURTH REPORT OF THE BOARD OF DIRECTORS OF THE DUN MOUNTAIN COPPER MINING COMPANY (LIMITED).	[927, 1044, 1096, 1071]
ad-number: 1189	[174, 1107, 190, 1117]
polling-place: For the district of Motupipi, at the School-house, Motupipi;	[200, 1248, 371, 1266]
editorial-title: THE COLONIST.	[382, 580, 552, 594]
polling-place: For the district of Waimea West, at the School-house, Waimea West;	[200, 1179, 371, 1198]
harbour-smithy-ad	[19, 505, 189, 643]
ad-footer	[19, 1574, 189, 1583]
notice-body: CLAIMANTS, under purchases from the Natives, that the PERIOD for FILING NOTIFICATIONS of CLAIMS in this Court will EXPIRE on the 30th June instant: Any Claimant who has not already sent in his Claim may do so by posting the same in a registered letter at the Post Office, on or before the 30th June, with the Fee of Five Pounds enclosed, addressed to the undersigned, at Auckland.	[200, 1349, 371, 1419]
report-opening: "Gentlemen,—In compliance with your request, that I should report on the prospects of the Dun Mountain, and also give such opinions as might be deemed necessary during the progress of the	[925, 1219, 1097, 1255]
ad-heading: NOTICE.—A White and Red yearling	[200, 351, 314, 361]
notice-heading: NOTICE is hereby given to all LAND	[200, 1338, 314, 1348]
exports-body: Per Tasmanian Maid, for Wellington and Waitohi: 1 cask spirits, Hays; 1 qr.-cask sherry, 1 case sundry, 2 cases water crop, 2 bundles spades, 1 case saddlery, 1 cask do., 1 bale do., 15 cases hardware, 4 trunks boots, 3 casks drapery, 1 case drapery, 12 bales gunny bags, 2 bales leather, W. Wilson; 1 case, 1 parcel, O. Riley; 4 cases chairs, 1 case matches, 1 chest tea, Hays; 1 chest tea, G. Allen; 2 cases sundry, Best and Thornton; 60 sheepskins, 6 hides, 2 bags bacon, Hird. Per Active, for Melbourne: 1357 bushels oats, 893 do. bran, 42 kegs butter, J. R. Hays; 37 bushels apples, Nash and Co., and part of original cargo from Melbourne. For Robertina, for Sydney: 193 bushels wheat, 140 do. barley, John Bolt. Per Lord Worsley, for Manukau: 40 hogsheads beer, 1 pocket hops, Hooper and Co. For Taranaki—100 bags flour, M. Campbell; 1 bale hops, Nash and Co.; 15 bags malt, Geo. Hooper; 1 chest, 1 parcel, Thos. Milner, and original cargo from Lyttelton. Per Supply, for Collingwood: 1 case boots, 12 bags sugar, 2 cases port wine, 1 keg coffee, 1 keg vinegar, 1 case, 9 pairs boots, 6 packages sundries, 5 bags sugar, 3 boxes soap, Symons; 1 parcel, 1 case glasses, 1 case, 3 cases old tom, 1 parcel, Nash and Scaife; 1 case lamps, Levien; 2 drums oil, 2 hogsheads ale, Travers and Co.; 2 packages, 3 mattresses, 30 pieces bacon, Symons; 2 tons flour, 3 cheeses, Symons; half ton flour, Walker; 3 bred cattle, D. Allan. Per Ann, for Motupipi: 6 cases beer, 1 do. old tom, 2 cases sundries, 1 cask wine, 2 cases do., Hooper; 2 cases sundries, 1 case, 1 sack flour, 2 bags malt, 12 bags sugar, 20 ditto flour, 6 cases sundries, Askew; 1 cask beer, 1 bale drapery, 2 bags grass seeds, 1 bag sundries, Askew.	[381, 250, 552, 527]
ad-signature: J. BAYLIS.	[336, 398, 371, 408]
ration-item: Vinegar	[206, 799, 230, 809]
polling-place: For the district of Waimea East, at the School-house, Richmond;	[200, 1141, 371, 1160]
ad-title: THE NELSON HARBOUR SMITHY.	[46, 506, 162, 516]
ration-item: Arrowroot	[206, 661, 238, 671]
noe-name: Wilson	[474, 1175, 496, 1185]
gallery-location: Opposite the Bank.	[75, 914, 133, 924]
ad-number: 1260	[355, 331, 371, 341]
ration-item: Bread	[206, 618, 224, 628]
ad-number: 1263	[19, 444, 34, 454]
ad-date: Nelson, May 28th, 1859.	[19, 1107, 93, 1117]
ration-item: Whiting	[206, 739, 231, 749]
ad-number: 1259	[19, 290, 34, 300]
noe-name: Saunders	[474, 1218, 502, 1228]
ad-footer	[19, 487, 189, 496]
division-list	[382, 1090, 552, 1228]
ad-heading: THE FUNERAL of the late Mrs. ED-	[19, 184, 131, 194]
ad-footer	[19, 628, 189, 637]
steer-notice-ad	[200, 350, 370, 426]
ad-title: SALE OF VALUABLE FRUIT AND FOREST TREES, FLOWERING SHRUBS, ETC., ETC., ETC.	[21, 1325, 188, 1344]
aye-name: Elliott	[391, 1132, 411, 1142]
auction-list	[19, 1180, 189, 1322]
ad-footer	[19, 1306, 189, 1315]
entered-title: ENTERED OUTWARDS.	[396, 100, 537, 111]
beauty-paragraph: The great beauty of a wife is, that if she abuses you herself, she won't let any one else abuse you.	[562, 1308, 734, 1326]
ad-footer	[200, 246, 370, 255]
columns	[14, 68, 1102, 1681]
ration-item: Oatmeal	[206, 653, 232, 663]
rations-list	[200, 586, 370, 835]
ad-role: Secretary.	[341, 183, 371, 193]
exports-title: EXPORTS.	[435, 233, 498, 245]
divider	[382, 534, 552, 535]
notice-body: this Office until MONDAY, the 27th instant, from persons desirous of CONTRACTING to EXECUTE the undermentioned SERVICES for the Six Months ending the 31st of December next, viz.:— Supplying Stationery to the Several Government Offices. Also, Spirits, Wines, Bottled Ale and Porter, and Colonial Ale to Hospital. Also Rations to the Gaol, Lock-up, Hospitals, and Destitute Poor. Also, the undermentioned Articles, viz.:—	[200, 505, 371, 583]
auction-item	[19, 1248, 189, 1322]
